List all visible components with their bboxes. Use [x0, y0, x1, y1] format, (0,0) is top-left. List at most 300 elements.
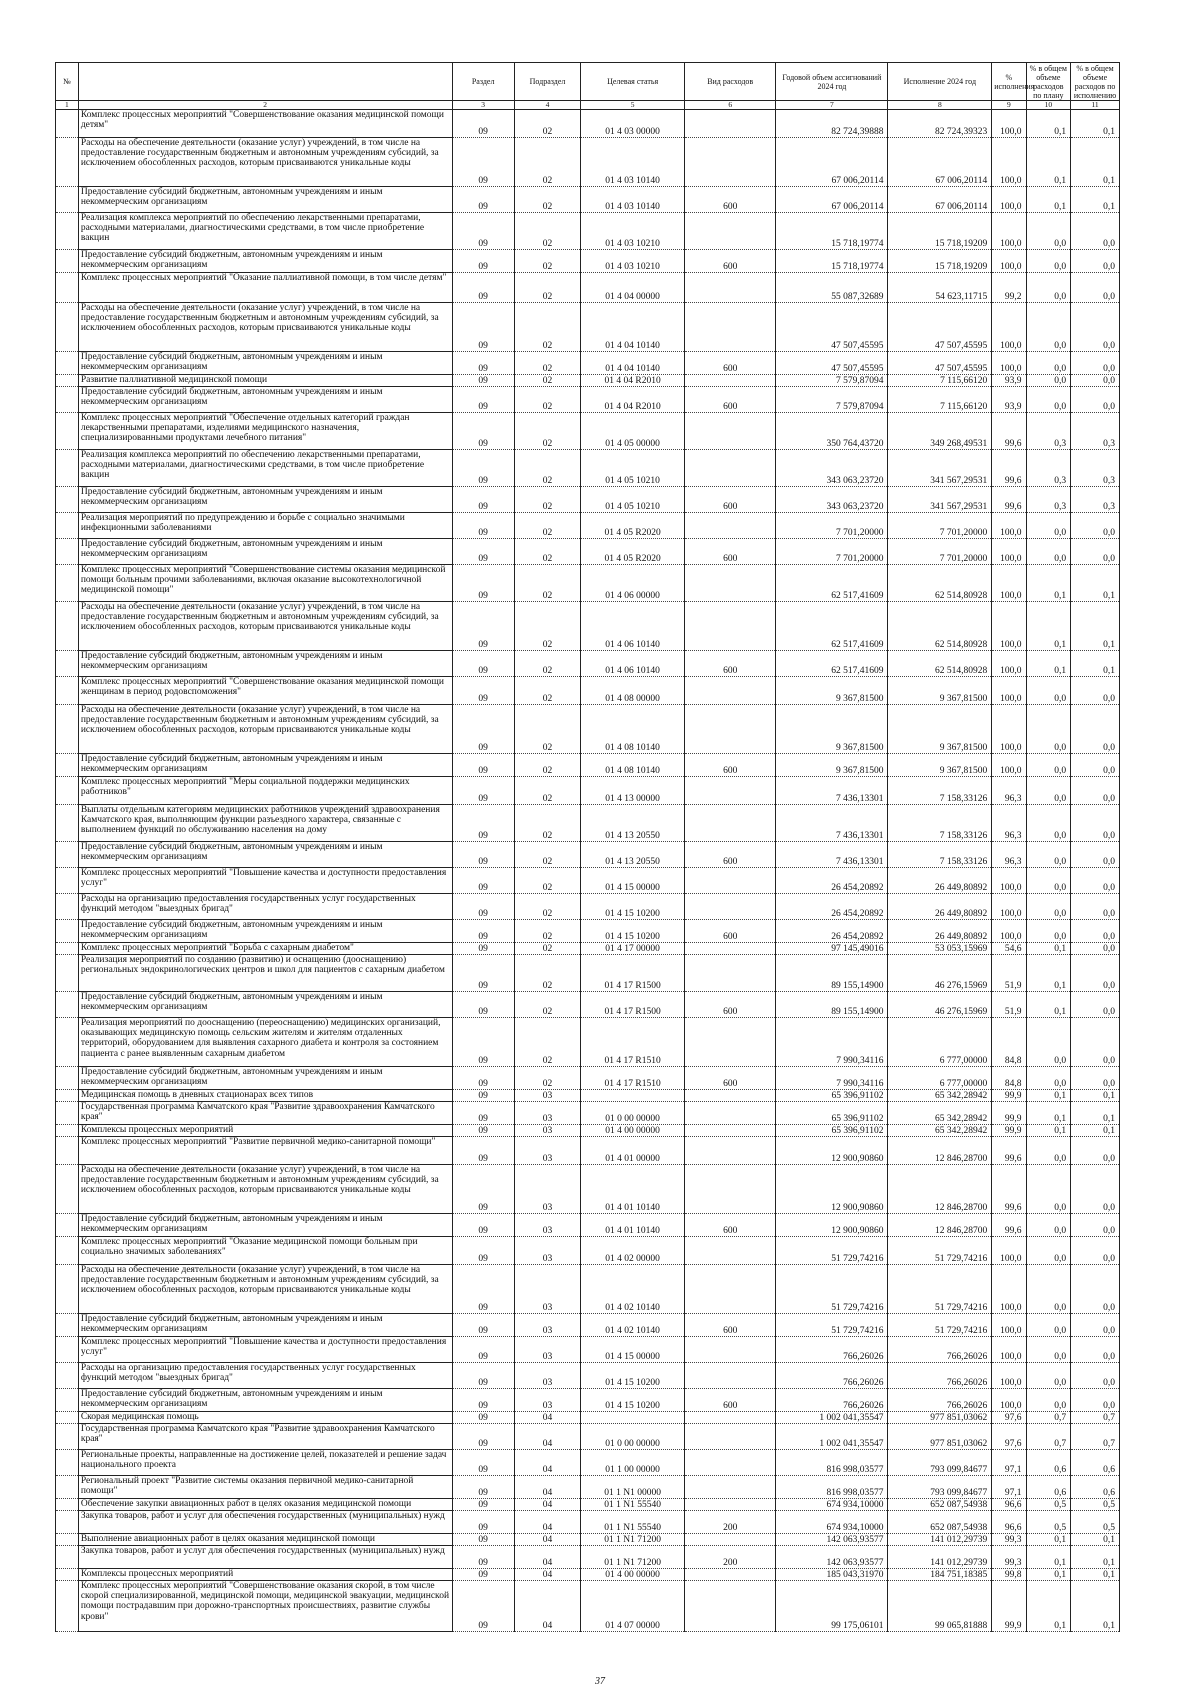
row-pct-cell: 99,3	[992, 1534, 1026, 1546]
row-name-cell: Предоставление субсидий бюджетным, автономным учреждениям и иным некоммерческим организациям	[78, 539, 452, 565]
table-row	[56, 1412, 1120, 1424]
row-annual-cell: 55 087,32689	[776, 273, 888, 303]
row-index-cell	[56, 1569, 79, 1581]
row-index-cell	[56, 1018, 79, 1067]
row-share-exec-cell: 0,1	[1071, 1546, 1120, 1569]
row-index-cell	[56, 1511, 79, 1534]
row-share-plan-cell: 0,0	[1026, 1137, 1071, 1165]
row-annual-cell: 62 517,41609	[776, 565, 888, 602]
row-name-cell: Комплекс процессных мероприятий "Развитие первичной медико-санитарной помощи"	[78, 1137, 452, 1165]
row-podrazdel-cell: 03	[514, 1337, 580, 1363]
row-podrazdel-cell: 02	[514, 992, 580, 1018]
row-podrazdel-cell: 03	[514, 1314, 580, 1337]
row-razdel-cell: 09	[452, 705, 514, 754]
row-target-cell: 01 4 06 10140	[581, 602, 685, 651]
row-annual-cell: 67 006,20114	[776, 138, 888, 187]
row-share-plan-cell: 0,1	[1026, 1534, 1071, 1546]
row-share-exec-cell: 0,0	[1071, 1337, 1120, 1363]
row-annual-cell: 12 900,90860	[776, 1165, 888, 1214]
row-annual-cell: 26 454,20892	[776, 920, 888, 943]
row-index-cell	[56, 920, 79, 943]
row-index-cell	[56, 413, 79, 450]
row-annual-cell: 142 063,93577	[776, 1534, 888, 1546]
row-target-cell: 01 4 02 10140	[581, 1314, 685, 1337]
row-podrazdel-cell: 02	[514, 651, 580, 677]
row-share-exec-cell: 0,0	[1071, 1237, 1120, 1265]
row-razdel-cell: 09	[452, 1237, 514, 1265]
row-share-plan-cell: 0,0	[1026, 754, 1071, 777]
row-exec-cell: 47 507,45595	[888, 352, 992, 375]
row-razdel-cell: 09	[452, 413, 514, 450]
row-share-exec-cell: 0,0	[1071, 943, 1120, 955]
row-share-plan-cell: 0,0	[1026, 1018, 1071, 1067]
row-pct-cell: 97,1	[992, 1450, 1026, 1476]
row-share-plan-cell: 0,0	[1026, 513, 1071, 539]
row-index-cell	[56, 387, 79, 413]
row-share-plan-cell: 0,3	[1026, 487, 1071, 513]
row-share-exec-cell: 0,0	[1071, 1137, 1120, 1165]
table-row	[56, 387, 1120, 413]
row-index-cell	[56, 450, 79, 487]
row-exec-cell: 51 729,74216	[888, 1237, 992, 1265]
row-exec-cell: 766,26026	[888, 1389, 992, 1412]
row-index-cell	[56, 1581, 79, 1632]
row-vid-cell	[685, 868, 776, 894]
row-name-cell: Расходы на обеспечение деятельности (оказание услуг) учреждений, в том числе на предоставление государственным бюджетным и автономным учреждениям субсидий, за исключением обособленных расходов, которым присваиваются уникальные коды	[78, 1165, 452, 1214]
row-vid-cell	[685, 705, 776, 754]
row-index-cell	[56, 138, 79, 187]
row-vid-cell	[685, 1337, 776, 1363]
row-share-plan-cell: 0,1	[1026, 565, 1071, 602]
row-share-exec-cell: 0,1	[1071, 110, 1120, 138]
row-target-cell: 01 4 15 00000	[581, 1337, 685, 1363]
row-name-cell: Комплекс процессных мероприятий "Меры социальной поддержки медицинских работников"	[78, 777, 452, 805]
row-razdel-cell: 09	[452, 487, 514, 513]
row-podrazdel-cell: 02	[514, 1067, 580, 1090]
row-exec-cell: 46 276,15969	[888, 955, 992, 992]
row-razdel-cell: 09	[452, 1018, 514, 1067]
row-name-cell: Комплекс процессных мероприятий "Совершенствование оказания медицинской помощи детям"	[78, 110, 452, 138]
row-annual-cell: 766,26026	[776, 1363, 888, 1389]
row-share-plan-cell: 0,0	[1026, 805, 1071, 842]
row-name-cell: Выплаты отдельным категориям медицинских работников учреждений здравоохранения Камчатского края, выполняющим функции разъездного характера, связанные с выполнением функций по обслуживанию населения на дому	[78, 805, 452, 842]
row-name-cell: Региональные проекты, направленные на достижение целей, показателей и решение задач национального проекта	[78, 1450, 452, 1476]
row-razdel-cell: 09	[452, 677, 514, 705]
row-target-cell: 01 4 01 10140	[581, 1165, 685, 1214]
row-share-plan-cell: 0,7	[1026, 1412, 1071, 1424]
row-target-cell: 01 4 08 00000	[581, 677, 685, 705]
row-vid-cell: 600	[685, 842, 776, 868]
row-index-cell	[56, 1125, 79, 1137]
row-name-cell: Предоставление субсидий бюджетным, автономным учреждениям и иным некоммерческим организациям	[78, 487, 452, 513]
row-name-cell: Расходы на организацию предоставления государственных услуг государственных функций методом "выездных бригад"	[78, 894, 452, 920]
row-podrazdel-cell: 03	[514, 1214, 580, 1237]
row-exec-cell: 65 342,28942	[888, 1090, 992, 1102]
row-exec-cell: 67 006,20114	[888, 138, 992, 187]
row-razdel-cell: 09	[452, 450, 514, 487]
row-pct-cell: 96,6	[992, 1511, 1026, 1534]
row-podrazdel-cell: 02	[514, 303, 580, 352]
row-podrazdel-cell: 04	[514, 1511, 580, 1534]
row-share-plan-cell: 0,5	[1026, 1499, 1071, 1511]
table-row	[56, 1067, 1120, 1090]
row-razdel-cell: 09	[452, 539, 514, 565]
row-podrazdel-cell: 03	[514, 1102, 580, 1125]
row-share-plan-cell: 0,1	[1026, 602, 1071, 651]
column-number: 7	[776, 101, 888, 110]
row-pct-cell: 99,9	[992, 1090, 1026, 1102]
row-target-cell: 01 4 03 00000	[581, 110, 685, 138]
table-row	[56, 943, 1120, 955]
row-target-cell: 01 4 13 20550	[581, 805, 685, 842]
row-podrazdel-cell: 02	[514, 842, 580, 868]
row-index-cell	[56, 705, 79, 754]
row-target-cell: 01 4 00 00000	[581, 1125, 685, 1137]
row-annual-cell: 816 998,03577	[776, 1450, 888, 1476]
header-podrazdel: Подраздел	[514, 63, 580, 101]
row-podrazdel-cell: 02	[514, 450, 580, 487]
row-index-cell	[56, 213, 79, 250]
row-index-cell	[56, 1237, 79, 1265]
row-razdel-cell: 09	[452, 1569, 514, 1581]
row-name-cell: Комплекс процессных мероприятий "Повышение качества и доступности предоставления услуг"	[78, 868, 452, 894]
row-pct-cell: 100,0	[992, 1389, 1026, 1412]
row-pct-cell: 99,8	[992, 1569, 1026, 1581]
row-index-cell	[56, 513, 79, 539]
row-vid-cell	[685, 1450, 776, 1476]
row-vid-cell	[685, 805, 776, 842]
row-share-plan-cell: 0,1	[1026, 1125, 1071, 1137]
row-razdel-cell: 09	[452, 1534, 514, 1546]
row-pct-cell: 100,0	[992, 539, 1026, 565]
row-annual-cell: 350 764,43720	[776, 413, 888, 450]
header-annual: Годовой объем ассигнований 2024 год	[776, 63, 888, 101]
row-razdel-cell: 09	[452, 1314, 514, 1337]
table-row	[56, 651, 1120, 677]
row-annual-cell: 1 002 041,35547	[776, 1412, 888, 1424]
row-podrazdel-cell: 03	[514, 1090, 580, 1102]
row-vid-cell	[685, 1499, 776, 1511]
row-pct-cell: 99,9	[992, 1581, 1026, 1632]
row-target-cell: 01 4 03 10210	[581, 213, 685, 250]
row-target-cell: 01 4 06 10140	[581, 651, 685, 677]
row-annual-cell: 51 729,74216	[776, 1314, 888, 1337]
row-vid-cell	[685, 1424, 776, 1450]
row-share-exec-cell: 0,1	[1071, 1569, 1120, 1581]
row-exec-cell: 9 367,81500	[888, 677, 992, 705]
row-index-cell	[56, 602, 79, 651]
row-annual-cell: 51 729,74216	[776, 1237, 888, 1265]
table-row	[56, 565, 1120, 602]
row-exec-cell: 51 729,74216	[888, 1265, 992, 1314]
row-podrazdel-cell: 03	[514, 1265, 580, 1314]
row-pct-cell: 93,9	[992, 387, 1026, 413]
row-annual-cell: 12 900,90860	[776, 1214, 888, 1237]
row-target-cell: 01 4 17 00000	[581, 943, 685, 955]
row-exec-cell: 652 087,54938	[888, 1499, 992, 1511]
row-annual-cell: 674 934,10000	[776, 1499, 888, 1511]
row-vid-cell	[685, 1534, 776, 1546]
row-pct-cell: 99,9	[992, 1102, 1026, 1125]
row-share-exec-cell: 0,0	[1071, 273, 1120, 303]
row-annual-cell: 26 454,20892	[776, 894, 888, 920]
row-vid-cell: 600	[685, 352, 776, 375]
row-name-cell: Предоставление субсидий бюджетным, автономным учреждениям и иным некоммерческим организациям	[78, 187, 452, 213]
row-name-cell: Реализация комплекса мероприятий по обеспечению лекарственными препаратами, расходными материалами, диагностическими средствами, в том числе приобретение вакцин	[78, 213, 452, 250]
row-exec-cell: 184 751,18385	[888, 1569, 992, 1581]
row-pct-cell: 100,0	[992, 250, 1026, 273]
row-name-cell: Комплекс процессных мероприятий "Оказание медицинской помощи больным при социально значимых заболеваниях"	[78, 1237, 452, 1265]
table-row	[56, 1476, 1120, 1499]
row-index-cell	[56, 375, 79, 387]
row-annual-cell: 97 145,49016	[776, 943, 888, 955]
row-name-cell: Реализация комплекса мероприятий по обеспечению лекарственными препаратами, расходными материалами, диагностическими средствами, в том числе приобретение вакцин	[78, 450, 452, 487]
row-podrazdel-cell: 03	[514, 1389, 580, 1412]
row-vid-cell	[685, 1125, 776, 1137]
row-podrazdel-cell: 02	[514, 777, 580, 805]
row-share-plan-cell: 0,0	[1026, 1265, 1071, 1314]
row-exec-cell: 652 087,54938	[888, 1511, 992, 1534]
row-podrazdel-cell: 02	[514, 213, 580, 250]
row-share-plan-cell: 0,3	[1026, 413, 1071, 450]
row-target-cell: 01 0 00 00000	[581, 1424, 685, 1450]
column-number: 10	[1026, 101, 1071, 110]
row-annual-cell: 51 729,74216	[776, 1265, 888, 1314]
row-target-cell: 01 4 08 10140	[581, 754, 685, 777]
row-target-cell: 01 4 15 10200	[581, 1389, 685, 1412]
row-pct-cell: 100,0	[992, 1363, 1026, 1389]
row-index-cell	[56, 352, 79, 375]
row-annual-cell: 67 006,20114	[776, 187, 888, 213]
table-row	[56, 1546, 1120, 1569]
row-target-cell: 01 4 00 00000	[581, 1569, 685, 1581]
row-podrazdel-cell: 04	[514, 1534, 580, 1546]
row-share-exec-cell: 0,0	[1071, 539, 1120, 565]
row-exec-cell: 7 701,20000	[888, 539, 992, 565]
header-target: Целевая статья	[581, 63, 685, 101]
row-pct-cell: 100,0	[992, 920, 1026, 943]
row-share-exec-cell: 0,1	[1071, 602, 1120, 651]
row-podrazdel-cell: 02	[514, 352, 580, 375]
row-target-cell: 01 4 15 10200	[581, 1363, 685, 1389]
row-razdel-cell: 09	[452, 1450, 514, 1476]
row-vid-cell: 600	[685, 487, 776, 513]
row-share-plan-cell: 0,0	[1026, 1314, 1071, 1337]
row-name-cell: Комплекс процессных мероприятий "Обеспечение отдельных категорий граждан лекарственными препаратами, изделиями медицинского назначения, специализированными продуктами лечебного питания"	[78, 413, 452, 450]
row-name-cell: Расходы на обеспечение деятельности (оказание услуг) учреждений, в том числе на предоставление государственным бюджетным и автономным учреждениям субсидий, за исключением обособленных расходов, которым присваиваются уникальные коды	[78, 602, 452, 651]
row-pct-cell: 96,6	[992, 1499, 1026, 1511]
table-row	[56, 1511, 1120, 1534]
row-exec-cell: 7 158,33126	[888, 842, 992, 868]
row-podrazdel-cell: 04	[514, 1581, 580, 1632]
row-name-cell: Выполнение авиационных работ в целях оказания медицинской помощи	[78, 1534, 452, 1546]
row-share-exec-cell: 0,6	[1071, 1450, 1120, 1476]
row-razdel-cell: 09	[452, 805, 514, 842]
row-index-cell	[56, 1090, 79, 1102]
row-name-cell: Закупка товаров, работ и услуг для обеспечения государственных (муниципальных) нужд	[78, 1511, 452, 1534]
table-row	[56, 1337, 1120, 1363]
row-vid-cell: 600	[685, 992, 776, 1018]
row-exec-cell: 12 846,28700	[888, 1165, 992, 1214]
row-share-exec-cell: 0,6	[1071, 1476, 1120, 1499]
row-razdel-cell: 09	[452, 777, 514, 805]
row-exec-cell: 99 065,81888	[888, 1581, 992, 1632]
row-annual-cell: 7 579,87094	[776, 387, 888, 413]
row-share-exec-cell: 0,0	[1071, 777, 1120, 805]
row-exec-cell: 62 514,80928	[888, 602, 992, 651]
table-row	[56, 992, 1120, 1018]
row-share-exec-cell: 0,0	[1071, 955, 1120, 992]
row-share-plan-cell: 0,0	[1026, 303, 1071, 352]
row-share-plan-cell: 0,7	[1026, 1424, 1071, 1450]
row-share-plan-cell: 0,1	[1026, 1102, 1071, 1125]
row-vid-cell	[685, 955, 776, 992]
column-number: 1	[56, 101, 79, 110]
row-exec-cell: 65 342,28942	[888, 1125, 992, 1137]
row-podrazdel-cell: 02	[514, 868, 580, 894]
row-index-cell	[56, 250, 79, 273]
row-pct-cell: 99,2	[992, 273, 1026, 303]
row-share-exec-cell: 0,0	[1071, 920, 1120, 943]
table-row	[56, 352, 1120, 375]
row-share-exec-cell: 0,0	[1071, 805, 1120, 842]
row-annual-cell: 7 701,20000	[776, 539, 888, 565]
row-annual-cell: 674 934,10000	[776, 1511, 888, 1534]
row-share-exec-cell: 0,5	[1071, 1499, 1120, 1511]
row-razdel-cell: 09	[452, 1125, 514, 1137]
row-vid-cell	[685, 1476, 776, 1499]
row-vid-cell: 600	[685, 1314, 776, 1337]
row-razdel-cell: 09	[452, 1137, 514, 1165]
row-exec-cell: 15 718,19209	[888, 250, 992, 273]
header-name	[78, 63, 452, 101]
row-index-cell	[56, 868, 79, 894]
row-index-cell	[56, 1165, 79, 1214]
row-exec-cell: 26 449,80892	[888, 894, 992, 920]
row-pct-cell: 100,0	[992, 1237, 1026, 1265]
table-row	[56, 677, 1120, 705]
row-vid-cell	[685, 1265, 776, 1314]
row-share-plan-cell: 0,0	[1026, 539, 1071, 565]
row-index-cell	[56, 842, 79, 868]
row-name-cell: Предоставление субсидий бюджетным, автономным учреждениям и иным некоммерческим организациям	[78, 1214, 452, 1237]
row-vid-cell	[685, 413, 776, 450]
row-target-cell: 01 4 17 R1500	[581, 955, 685, 992]
column-number: 2	[78, 101, 452, 110]
row-podrazdel-cell: 03	[514, 1137, 580, 1165]
row-vid-cell	[685, 450, 776, 487]
row-vid-cell	[685, 677, 776, 705]
column-number: 4	[514, 101, 580, 110]
row-vid-cell	[685, 513, 776, 539]
row-annual-cell: 9 367,81500	[776, 705, 888, 754]
row-share-exec-cell: 0,0	[1071, 1363, 1120, 1389]
row-name-cell: Предоставление субсидий бюджетным, автономным учреждениям и иным некоммерческим организациям	[78, 1389, 452, 1412]
row-podrazdel-cell: 04	[514, 1569, 580, 1581]
table-row	[56, 450, 1120, 487]
row-share-plan-cell: 0,0	[1026, 213, 1071, 250]
row-exec-cell: 6 777,00000	[888, 1018, 992, 1067]
row-share-plan-cell: 0,0	[1026, 677, 1071, 705]
row-exec-cell: 349 268,49531	[888, 413, 992, 450]
row-pct-cell: 100,0	[992, 602, 1026, 651]
row-name-cell: Предоставление субсидий бюджетным, автономным учреждениям и иным некоммерческим организациям	[78, 920, 452, 943]
row-exec-cell: 7 158,33126	[888, 777, 992, 805]
row-podrazdel-cell: 02	[514, 539, 580, 565]
row-annual-cell: 62 517,41609	[776, 602, 888, 651]
row-podrazdel-cell: 02	[514, 487, 580, 513]
row-target-cell: 01 4 03 10140	[581, 138, 685, 187]
row-share-plan-cell: 0,0	[1026, 868, 1071, 894]
row-index-cell	[56, 1363, 79, 1389]
row-index-cell	[56, 539, 79, 565]
row-podrazdel-cell: 02	[514, 894, 580, 920]
row-vid-cell	[685, 1090, 776, 1102]
table-row	[56, 1102, 1120, 1125]
row-razdel-cell: 09	[452, 1476, 514, 1499]
row-podrazdel-cell: 02	[514, 387, 580, 413]
table-row	[56, 487, 1120, 513]
row-podrazdel-cell: 02	[514, 375, 580, 387]
row-vid-cell	[685, 1581, 776, 1632]
row-target-cell: 01 4 05 R2020	[581, 539, 685, 565]
row-target-cell: 01 1 N1 55540	[581, 1499, 685, 1511]
row-exec-cell: 46 276,15969	[888, 992, 992, 1018]
row-pct-cell: 99,6	[992, 450, 1026, 487]
row-index-cell	[56, 1214, 79, 1237]
row-vid-cell	[685, 213, 776, 250]
row-vid-cell: 600	[685, 250, 776, 273]
row-index-cell	[56, 992, 79, 1018]
row-name-cell: Предоставление субсидий бюджетным, автономным учреждениям и иным некоммерческим организациям	[78, 992, 452, 1018]
row-pct-cell: 100,0	[992, 1265, 1026, 1314]
row-target-cell: 01 4 17 R1510	[581, 1018, 685, 1067]
row-podrazdel-cell: 02	[514, 805, 580, 842]
table-row	[56, 273, 1120, 303]
table-row	[56, 705, 1120, 754]
row-vid-cell	[685, 110, 776, 138]
row-vid-cell: 200	[685, 1546, 776, 1569]
table-row	[56, 602, 1120, 651]
row-share-plan-cell: 0,0	[1026, 920, 1071, 943]
row-razdel-cell: 09	[452, 1546, 514, 1569]
row-share-plan-cell: 0,3	[1026, 450, 1071, 487]
row-podrazdel-cell: 02	[514, 250, 580, 273]
row-share-exec-cell: 0,0	[1071, 1165, 1120, 1214]
row-share-exec-cell: 0,1	[1071, 1534, 1120, 1546]
row-target-cell: 01 1 00 00000	[581, 1450, 685, 1476]
row-annual-cell: 47 507,45595	[776, 352, 888, 375]
row-razdel-cell: 09	[452, 1389, 514, 1412]
row-vid-cell: 600	[685, 1214, 776, 1237]
row-share-plan-cell: 0,5	[1026, 1511, 1071, 1534]
row-pct-cell: 99,6	[992, 1165, 1026, 1214]
row-pct-cell: 84,8	[992, 1067, 1026, 1090]
row-razdel-cell: 09	[452, 565, 514, 602]
row-pct-cell: 96,3	[992, 805, 1026, 842]
row-razdel-cell: 09	[452, 1412, 514, 1424]
row-podrazdel-cell: 02	[514, 955, 580, 992]
row-razdel-cell: 09	[452, 1214, 514, 1237]
row-annual-cell: 15 718,19774	[776, 250, 888, 273]
row-name-cell: Комплекс процессных мероприятий "Совершенствование системы оказания медицинской помощи больным прочими заболеваниями, включая оказание высокотехнологичной медицинской помощи"	[78, 565, 452, 602]
row-razdel-cell: 09	[452, 1499, 514, 1511]
row-share-plan-cell: 0,0	[1026, 1165, 1071, 1214]
row-pct-cell: 51,9	[992, 955, 1026, 992]
row-podrazdel-cell: 02	[514, 187, 580, 213]
row-target-cell: 01 4 01 10140	[581, 1214, 685, 1237]
row-share-exec-cell: 0,0	[1071, 1067, 1120, 1090]
